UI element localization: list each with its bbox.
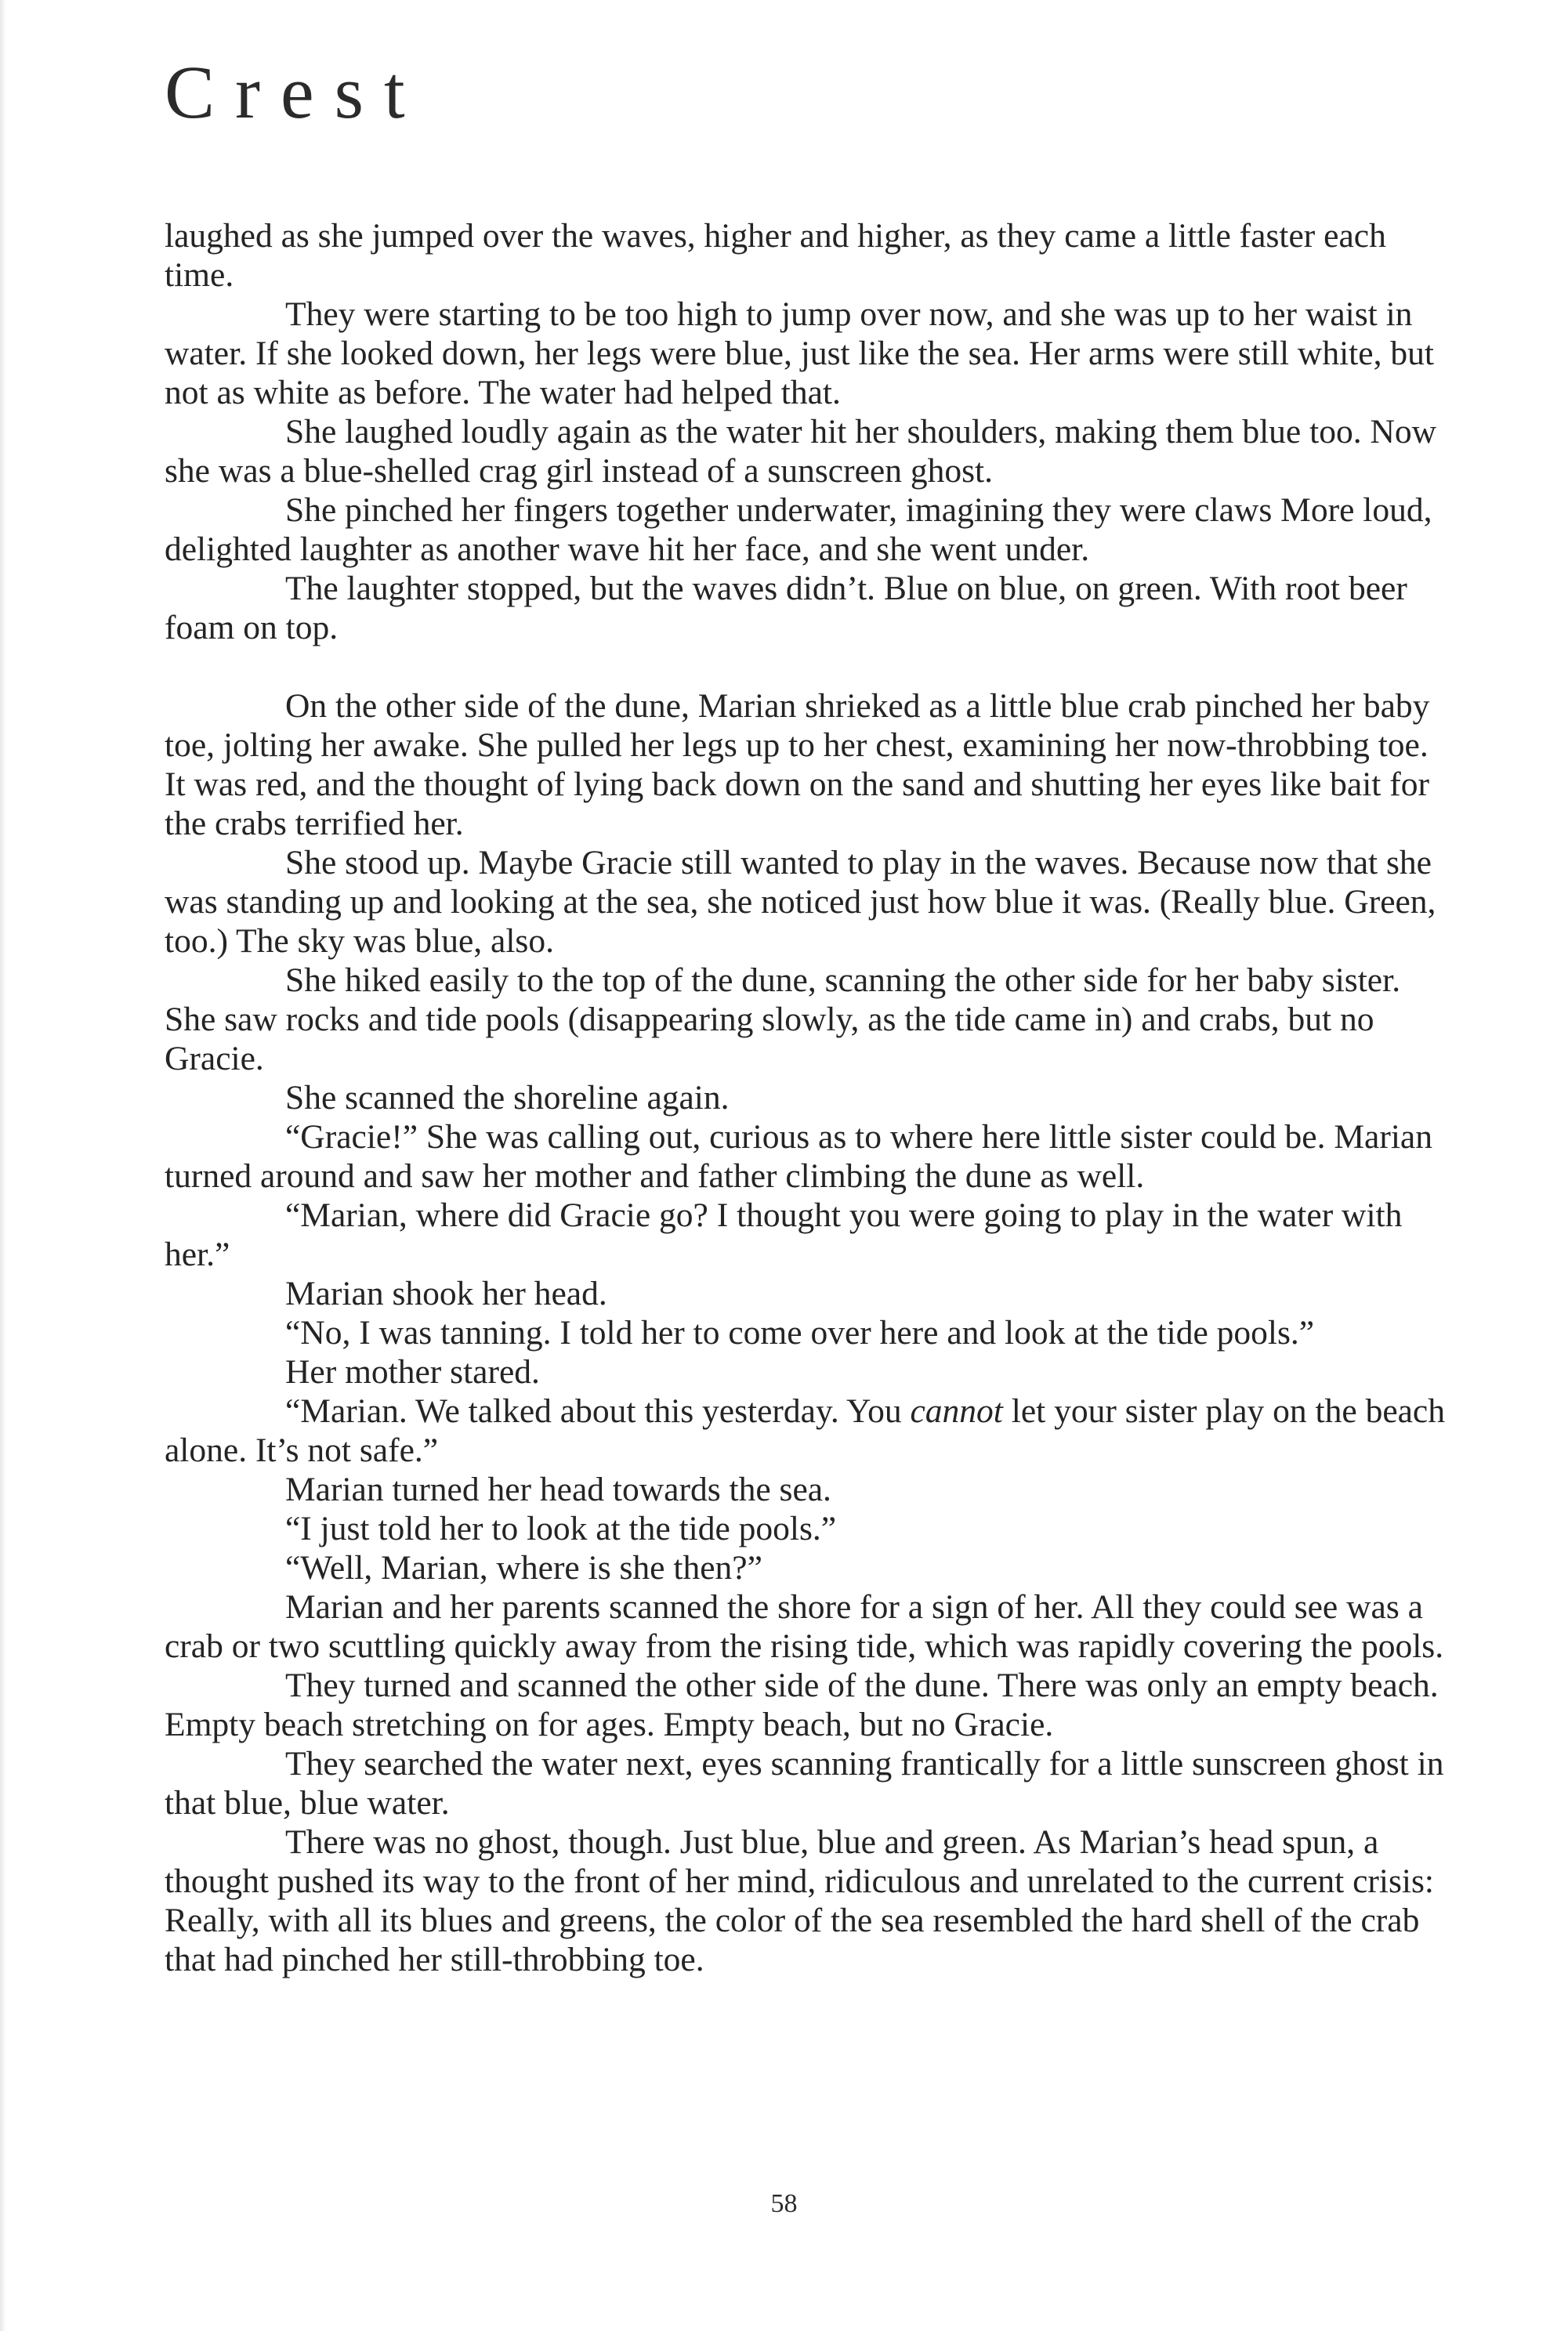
paragraph: She scanned the shoreline again.	[285, 1079, 730, 1117]
paragraph: Marian turned her head towards the sea.	[285, 1471, 831, 1508]
paragraph: “Gracie!” She was calling out, curious as to where here little sister could be. Marian turned around and saw her mother and father climbing the dune as well.	[165, 1118, 1432, 1195]
paragraph-text: “Marian. We talked about this yesterday. You	[285, 1392, 911, 1430]
paragraph: Her mother stared.	[285, 1353, 540, 1391]
paragraph: “Marian, where did Gracie go? I thought you were going to play in the water with her.”	[165, 1196, 1403, 1273]
paragraph: She pinched her fingers together underwater, imagining they were claws More loud, delighted laughter as another wave hit her face, and she went under.	[165, 491, 1432, 568]
paragraph: “I just told her to look at the tide pools.”	[285, 1510, 837, 1547]
paragraph: She laughed loudly again as the water hit her shoulders, making them blue too. Now she was a blue-shelled crag girl instead of a sunscreen ghost.	[165, 413, 1437, 490]
story-text	[165, 216, 1450, 1979]
paragraph: She stood up. Maybe Gracie still wanted to play in the waves. Because now that she was standing up and looking at the sea, she noticed just how blue it was. (Really blue. Green, too.) The sky was blue, also.	[165, 844, 1436, 960]
paragraph: “No, I was tanning. I told her to come over here and look at the tide pools.”	[285, 1314, 1315, 1352]
paragraph: Marian shook her head.	[285, 1275, 607, 1312]
paragraph: Marian and her parents scanned the shore for a sign of her. All they could see was a crab or two scuttling quickly away from the rising tide, which was rapidly covering the pools.	[165, 1588, 1444, 1665]
page-number: 58	[770, 2189, 798, 2218]
paragraph: On the other side of the dune, Marian shrieked as a little blue crab pinched her baby toe, jolting her awake. She pulled her legs up to her chest, examining her now-throbbing toe. It was red, and the thought of lying back down on the sand and shutting her eyes like bait for the crabs terrified her.	[165, 687, 1430, 842]
paragraph: They searched the water next, eyes scanning frantically for a little sunscreen ghost in that blue, blue water.	[165, 1745, 1444, 1822]
paragraph: laughed as she jumped over the waves, higher and higher, as they came a little faster each time.	[165, 217, 1386, 294]
paragraph: They turned and scanned the other side of the dune. There was only an empty beach. Empty beach stretching on for ages. Empty beach, but no Gracie.	[165, 1667, 1439, 1743]
paragraph: The laughter stopped, but the waves didn’t. Blue on blue, on green. With root beer foam on top.	[165, 570, 1407, 646]
paragraph: They were starting to be too high to jump over now, and she was up to her waist in water. If she looked down, her legs were blue, just like the sea. Her arms were still white, but not as white as before. The water had helped that.	[165, 295, 1434, 411]
paragraph-text: let your sister play on the beach alone. It’s not safe.”	[165, 1392, 1445, 1469]
paragraph: She hiked easily to the top of the dune, scanning the other side for her baby sister. She saw rocks and tide pools (disappearing slowly, as the tide came in) and crabs, but no Gracie.	[165, 961, 1401, 1077]
paragraph	[165, 1392, 1450, 1470]
scan-edge	[0, 0, 6, 2331]
paragraph: There was no ghost, though. Just blue, blue and green. As Marian’s head spun, a thought pushed its way to the front of her mind, ridiculous and unrelated to the current crisis: Really, with all its blues and greens, the color of the sea resembled the hard shell of the crab that had pinched her still-throbbing toe.	[165, 1823, 1435, 1978]
running-header: Crest	[165, 50, 425, 134]
paragraph: “Well, Marian, where is she then?”	[285, 1549, 762, 1587]
emphasis-text: cannot	[910, 1392, 1003, 1430]
